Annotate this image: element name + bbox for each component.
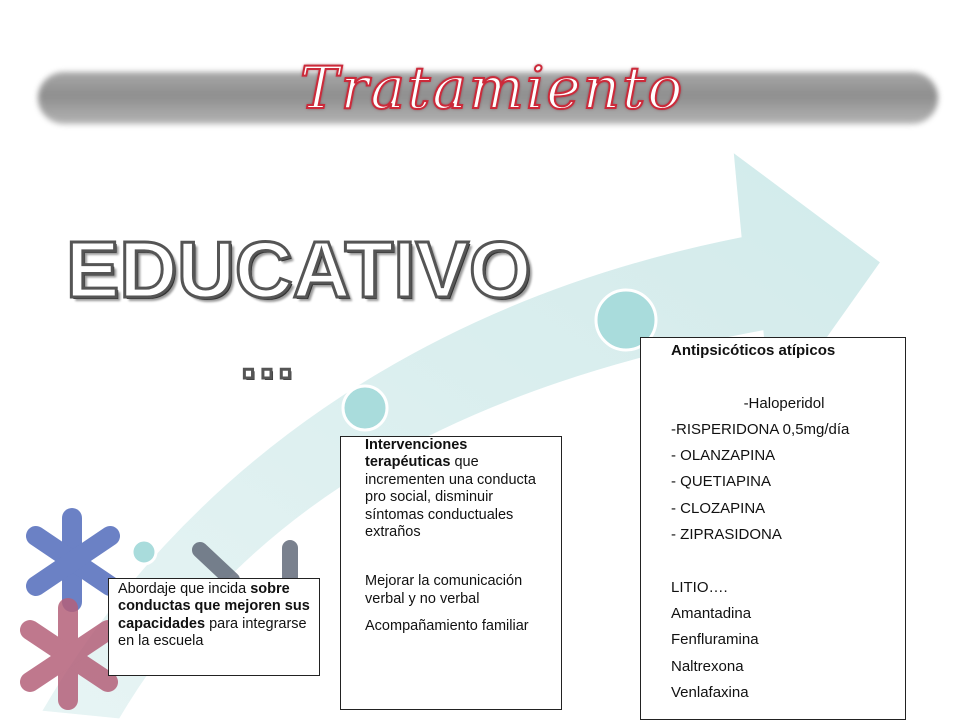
step-circle-1 [132,540,156,564]
spacer [671,548,897,574]
drug-item: - OLANZAPINA [671,447,776,465]
page-title: Tratamiento [300,54,685,122]
step2-paragraph-2: Mejorar la comunicación verbal y no verbal [365,573,523,607]
step2-paragraph-3: Acompañamiento familiar [365,618,529,635]
spacer [671,364,897,390]
other-drug-item: Fenfluramina [671,631,759,649]
step2-p1-rest: que incrementen una conducta pro social, disminuir síntomas conductuales extraños [365,454,536,540]
step-circle-2 [343,386,387,430]
other-drug-item: Naltrexona [671,657,744,675]
step3-box [640,337,906,720]
step2-paragraph-1 [365,437,555,541]
drug-item: -Haloperidol [743,394,825,412]
asterisk-blue-icon [36,518,110,602]
step1-text-c: para integrarse en la escuela [118,615,307,650]
step2-box [340,436,562,710]
drug-item: - ZIPRASIDONA [671,526,782,544]
step1-text-b: sobre conductas que mejoren sus capacidades [118,581,310,632]
drug-item: - CLOZAPINA [671,499,766,517]
other-drug-item: Amantadina [671,604,752,622]
other-drug-item: LITIO…. [671,578,728,596]
educativo-ellipsis: … [238,326,300,391]
drug-item: -RISPERIDONA 0,5mg/día [671,420,850,438]
educativo-heading: EDUCATIVO [66,225,532,314]
step3-heading: Antipsicóticos atípicos [671,342,836,359]
step1-box [108,578,320,676]
step1-text-a: Abordaje que incida [118,581,251,597]
drug-item: - QUETIAPINA [671,473,772,491]
other-drug-item: Venlafaxina [671,683,749,701]
step2-p1-bold: Intervenciones terapéuticas [365,437,468,471]
